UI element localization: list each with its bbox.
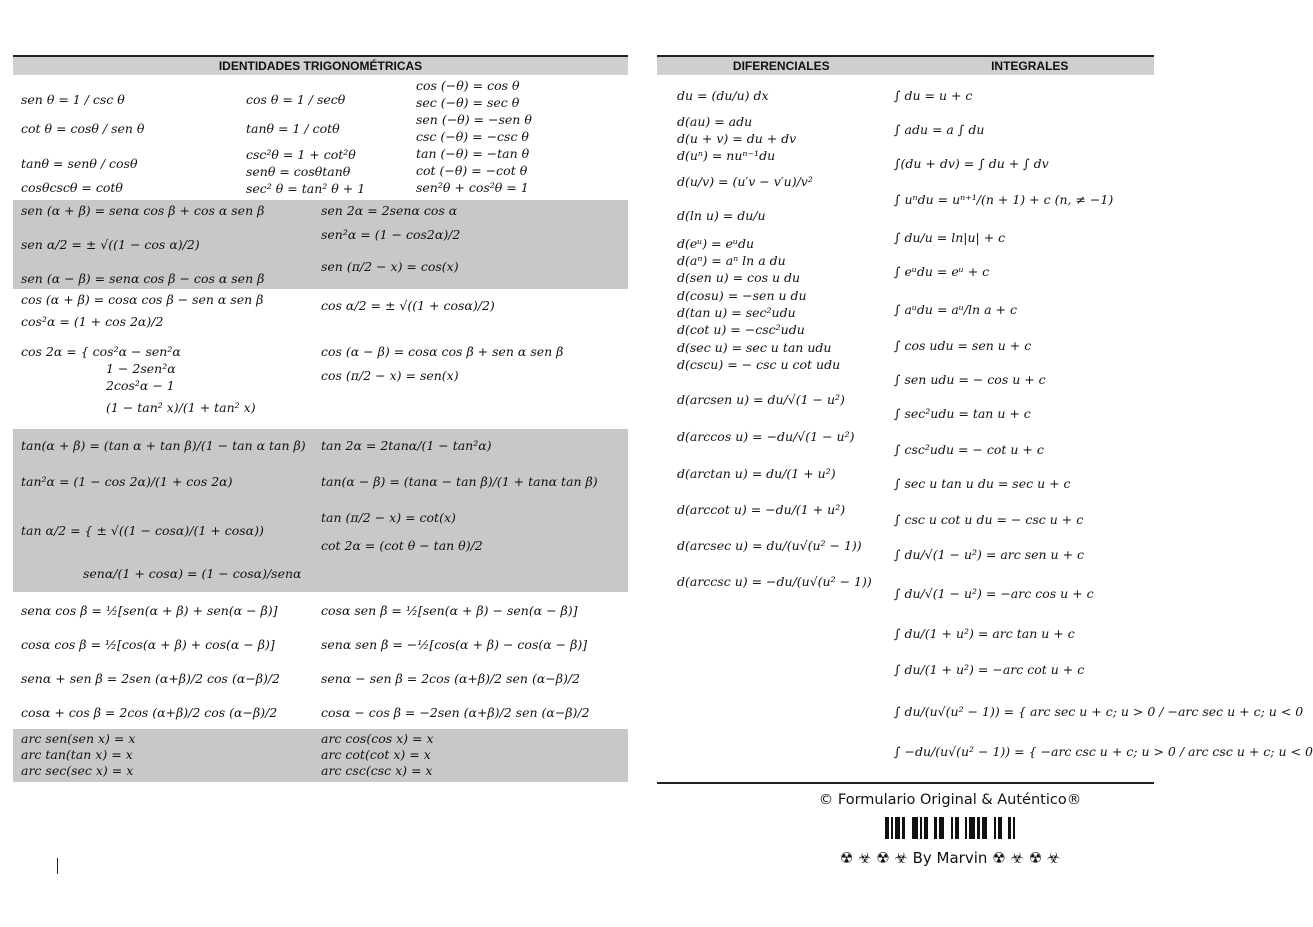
formula: senα + sen β = 2sen (α+β)/2 cos (α−β)/2 [21, 671, 281, 686]
formula: cot θ = cosθ / sen θ [21, 121, 145, 136]
formula: 1 − 2sen²α [106, 361, 176, 376]
section-sine-identities [13, 200, 628, 289]
formula: ∫ du/u = ln|u| + c [894, 230, 1006, 245]
formula: 2cos²α − 1 [106, 378, 175, 393]
formula: cosα sen β = ½[sen(α + β) − sen(α − β)] [321, 603, 578, 618]
formula: ∫ sec u tan u du = sec u + c [894, 476, 1071, 491]
barcode-icon [790, 817, 1110, 839]
formula: d(ln u) = du/u [677, 208, 766, 223]
formula: sen α/2 = ± √((1 − cos α)/2) [21, 237, 200, 252]
formula: cos 2α = { cos²α − sen²α [21, 344, 181, 359]
formula: sen (π/2 − x) = cos(x) [321, 259, 459, 274]
formula: tan (−θ) = −tan θ [416, 146, 530, 161]
formula: du = (du/u) dx [677, 88, 769, 103]
formula: cos (α + β) = cosα cos β − sen α sen β [21, 292, 264, 307]
formula: d(arcsen u) = du/√(1 − u²) [677, 392, 845, 407]
formula: sec² θ = tan² θ + 1 [246, 181, 366, 196]
section-cosine-identities [13, 289, 628, 429]
formula: d(cosu) = −sen u du [677, 288, 807, 303]
trig-identities-panel [13, 55, 628, 782]
formula: d(arccsc u) = −du/(u√(u² − 1)) [677, 574, 872, 589]
formula: tan²α = (1 − cos 2α)/(1 + cos 2α) [21, 474, 233, 489]
formula: cos (−θ) = cos θ [416, 78, 520, 93]
formula: cos θ = 1 / secθ [246, 92, 346, 107]
formula: ∫ sen udu = − cos u + c [894, 372, 1046, 387]
calculus-body [657, 75, 1313, 775]
formula: sec (−θ) = sec θ [416, 95, 520, 110]
formula: ∫ sec²udu = tan u + c [894, 406, 1031, 421]
formula: cos (α − β) = cosα cos β + sen α sen β [321, 344, 564, 359]
formula: sen (−θ) = −sen θ [416, 112, 532, 127]
formula: tanθ = 1 / cotθ [246, 121, 340, 136]
formula: ∫ uⁿdu = uⁿ⁺¹/(n + 1) + c (n, ≠ −1) [894, 192, 1114, 207]
formula: ∫ du/√(1 − u²) = arc sen u + c [894, 547, 1085, 562]
section-tangent-identities [13, 429, 628, 592]
formula: senθ = cosθtanθ [246, 164, 351, 179]
formula: cot (−θ) = −cot θ [416, 163, 528, 178]
formula: senα − sen β = 2cos (α+β)/2 sen (α−β)/2 [321, 671, 581, 686]
formula: sen 2α = 2senα cos α [321, 203, 458, 218]
formula: d(sec u) = sec u tan udu [677, 340, 832, 355]
formula: d(cot u) = −csc²udu [677, 322, 805, 337]
formula: tanθ = senθ / cosθ [21, 156, 138, 171]
formula: d(arctan u) = du/(1 + u²) [677, 466, 836, 481]
formula: d(u/v) = (u′v − v′u)/v² [677, 174, 813, 189]
formula: d(cscu) = − csc u cot udu [677, 357, 841, 372]
formula: d(arccot u) = −du/(1 + u²) [677, 502, 846, 517]
section-basic-identities [13, 75, 628, 200]
formula: sen (α + β) = senα cos β + cos α sen β [21, 203, 265, 218]
formula: ∫ du/(1 + u²) = −arc cot u + c [894, 662, 1085, 677]
formula: arc cot(cot x) = x [321, 747, 431, 762]
formula: d(au) = adu [677, 114, 753, 129]
trig-identities-title: IDENTIDADES TRIGONOMÉTRICAS [13, 55, 628, 75]
formula: d(uⁿ) = nuⁿ⁻¹du [677, 148, 776, 163]
formula: cosα + cos β = 2cos (α+β)/2 cos (α−β)/2 [21, 705, 278, 720]
formula: ∫ du/(1 + u²) = arc tan u + c [894, 626, 1075, 641]
formula: cosθcscθ = cotθ [21, 180, 123, 195]
formula: arc sen(sen x) = x [21, 731, 136, 746]
author-byline: ☢ ☣ ☢ ☣ By Marvin ☢ ☣ ☢ ☣ [839, 849, 1061, 867]
formula: ∫ adu = a ∫ du [894, 122, 985, 137]
formula: ∫ csc²udu = − cot u + c [894, 442, 1044, 457]
formula: arc csc(csc x) = x [321, 763, 433, 778]
formula: ∫ cos udu = sen u + c [894, 338, 1032, 353]
formula: d(u + v) = du + dv [677, 131, 797, 146]
formula: cosα cos β = ½[cos(α + β) + cos(α − β)] [21, 637, 275, 652]
formula: (1 − tan² x)/(1 + tan² x) [106, 400, 256, 415]
formula: arc cos(cos x) = x [321, 731, 434, 746]
formula: tan 2α = 2tanα/(1 − tan²α) [321, 438, 492, 453]
formula: sen²θ + cos²θ = 1 [416, 180, 529, 195]
formula: sen (α − β) = senα cos β − cos α sen β [21, 271, 265, 286]
formula: d(aⁿ) = aⁿ ln a du [677, 253, 786, 268]
bottom-rule [657, 782, 1154, 784]
header-integrales: INTEGRALES [906, 57, 1155, 75]
copyright-text: © Formulario Original & Auténtico® [818, 792, 1082, 808]
formula: ∫ −du/(u√(u² − 1)) = { −arc csc u + c; u > 0 / arc csc u + c; u < 0 [894, 744, 1313, 759]
formula: cos²α = (1 + cos 2α)/2 [21, 314, 164, 329]
formula: tan α/2 = { ± √((1 − cosα)/(1 + cosα)) [21, 523, 264, 538]
formula: d(arcsec u) = du/(u√(u² − 1)) [677, 538, 862, 553]
formula: tan(α + β) = (tan α + tan β)/(1 − tan α tan β) [21, 438, 306, 453]
formula: ∫ du/√(1 − u²) = −arc cos u + c [894, 586, 1094, 601]
formula: sen θ = 1 / csc θ [21, 92, 125, 107]
formula: ∫ du/(u√(u² − 1)) = { arc sec u + c; u > 0 / −arc sec u + c; u < 0 [894, 704, 1304, 719]
text-cursor [57, 858, 58, 874]
calculus-panel [657, 55, 1313, 775]
formula: d(tan u) = sec²udu [677, 305, 796, 320]
formula: arc sec(sec x) = x [21, 763, 134, 778]
calculus-headers [657, 55, 1154, 75]
formula: cosα − cos β = −2sen (α+β)/2 sen (α−β)/2 [321, 705, 590, 720]
formula: sen²α = (1 − cos2α)/2 [321, 227, 461, 242]
formula: senα/(1 + cosα) = (1 − cosα)/senα [83, 566, 302, 581]
formula: d(arccos u) = −du/√(1 − u²) [677, 429, 855, 444]
formula: senα sen β = −½[cos(α + β) − cos(α − β)] [321, 637, 588, 652]
formula: csc (−θ) = −csc θ [416, 129, 529, 144]
section-product-sum-identities [13, 592, 628, 729]
formula: d(sen u) = cos u du [677, 270, 801, 285]
formula: ∫ aᵘdu = aᵘ/ln a + c [894, 302, 1017, 317]
formula: csc²θ = 1 + cot²θ [246, 147, 356, 162]
formula: ∫ du = u + c [894, 88, 973, 103]
formula: tan(α − β) = (tanα − tan β)/(1 + tanα tan β) [321, 474, 598, 489]
formula: cot 2α = (cot θ − tan θ)/2 [321, 538, 483, 553]
formula: arc tan(tan x) = x [21, 747, 133, 762]
formula: ∫ eᵘdu = eᵘ + c [894, 264, 990, 279]
formula: cos α/2 = ± √((1 + cosα)/2) [321, 298, 495, 313]
formula: tan (π/2 − x) = cot(x) [321, 510, 456, 525]
formula: ∫(du + dv) = ∫ du + ∫ dv [894, 156, 1049, 171]
formula: senα cos β = ½[sen(α + β) + sen(α − β)] [21, 603, 278, 618]
formula: ∫ csc u cot u du = − csc u + c [894, 512, 1084, 527]
formula: d(eᵘ) = eᵘdu [677, 236, 754, 251]
formula: cos (π/2 − x) = sen(x) [321, 368, 459, 383]
header-diferenciales: DIFERENCIALES [657, 57, 906, 75]
section-inverse-identities [13, 729, 628, 782]
